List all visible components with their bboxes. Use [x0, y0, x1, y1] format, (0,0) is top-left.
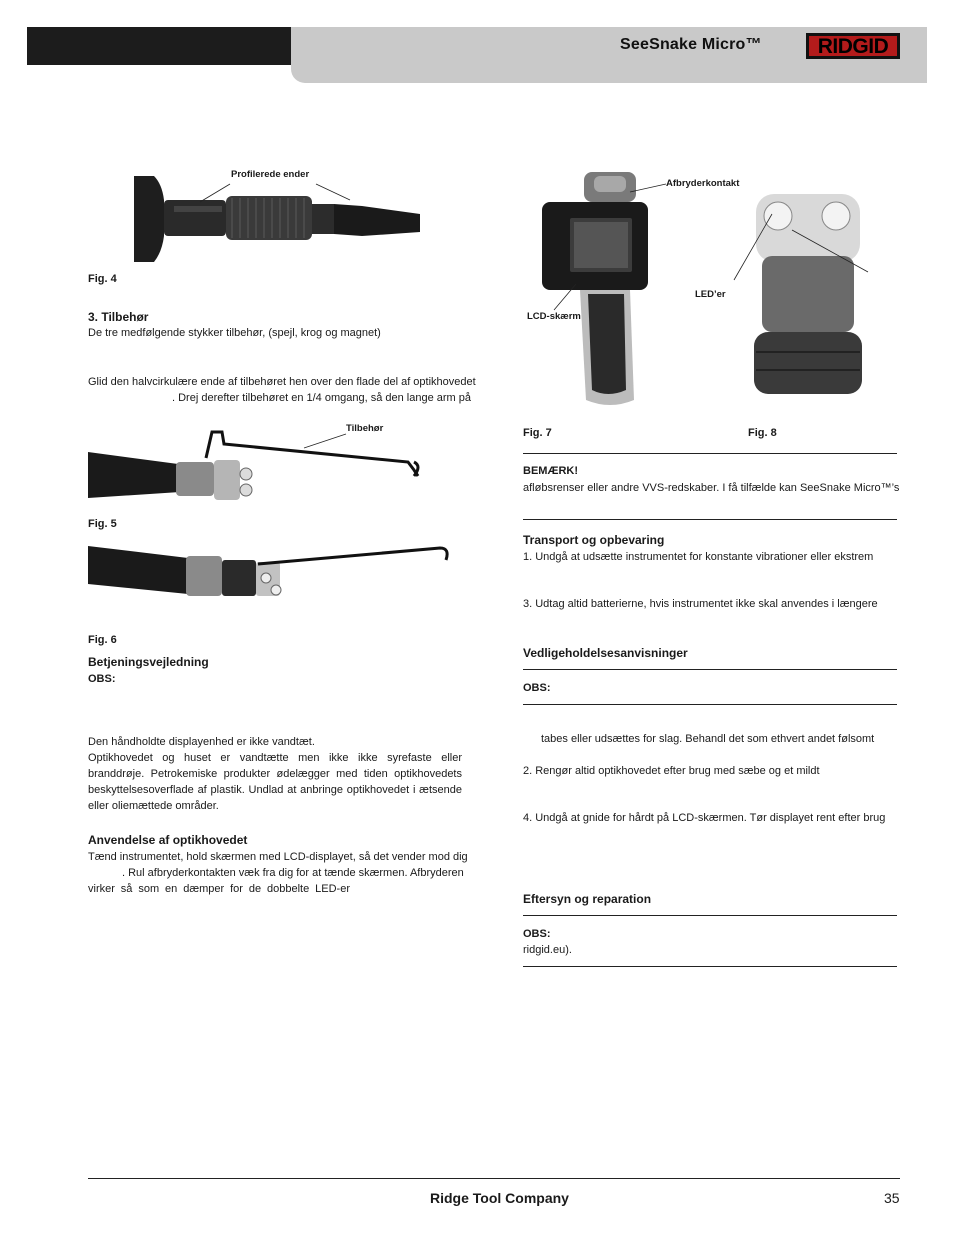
service-bottom-rule [523, 966, 897, 967]
fig6-hook-attached-image [88, 538, 458, 620]
maintenance-obs-label: OBS: [523, 682, 551, 694]
fig4-callout-profiled-ends: Profilerede ender [231, 169, 310, 180]
maintenance-item-2: 2. Rengør altid optikhovedet efter brug med sæbe og et mildt [523, 765, 820, 777]
note-top-rule [523, 453, 897, 454]
service-obs-label: OBS: [523, 928, 551, 940]
fig7-callout-switch: Afbryderkontakt [666, 178, 740, 189]
transport-item-1: 1. Undgå at udsætte instrumentet for konstante vibrationer eller ekstrem [523, 551, 874, 563]
fig5-callout-accessory: Tilbehør [346, 423, 384, 434]
maintenance-bottom-rule [523, 704, 897, 705]
accessories-heading: 3. Tilbehør [88, 310, 149, 324]
accessories-text-1: De tre medfølgende stykker tilbehør, (spejl, krog og magnet) [88, 327, 381, 339]
fig7-label: Fig. 7 [523, 427, 552, 439]
operating-text-3: branddrøje. Petrokemiske produkter ødelægger med tiden optikhovedets [88, 768, 462, 780]
page-number: 35 [884, 1190, 900, 1206]
fig8-callout-leds: LED’er [695, 289, 726, 300]
operating-text-2: Optikhovedet og huset er vandtætte men ikke ikke syrefaste eller [88, 752, 462, 764]
service-text: ridgid.eu). [523, 944, 572, 956]
camera-head-use-heading: Anvendelse af optikhovedet [88, 833, 248, 847]
footer-company: Ridge Tool Company [430, 1190, 569, 1206]
service-top-rule [523, 915, 897, 916]
fig5-callout-line [300, 432, 350, 452]
camera-head-use-text-3: virker så som en dæmper for de dobbelte LED-er [88, 883, 350, 895]
note-text: afløbsrenser eller andre VVS-redskaber. I få tilfælde kan SeeSnake Micro™’s [523, 482, 900, 494]
note-bottom-rule [523, 519, 897, 520]
maintenance-top-rule [523, 669, 897, 670]
maintenance-heading: Vedligeholdelsesanvisninger [523, 646, 688, 660]
fig6-label: Fig. 6 [88, 634, 117, 646]
camera-head-use-text-2: . Rul afbryderkontakten væk fra dig for at tænde skærmen. Afbryderen [122, 867, 464, 879]
accessories-text-2: Glid den halvcirkulære ende af tilbehøret hen over den flade del af optikhovedet [88, 376, 476, 388]
service-repair-heading: Eftersyn og reparation [523, 892, 652, 906]
fig4-label: Fig. 4 [88, 273, 117, 285]
operating-text-1: Den håndholdte displayenhed er ikke vandtæt. [88, 736, 315, 748]
fig8-callout-lines [732, 210, 872, 282]
accessories-text-3: . Drej derefter tilbehøret en 1/4 omgang, så den lange arm på [172, 392, 472, 404]
fig5-hook-accessory-image [88, 422, 458, 514]
footer-rule [88, 1178, 900, 1179]
fig7-callout-line-lcd [552, 282, 578, 312]
maintenance-item-4: 4. Undgå at gnide for hårdt på LCD-skærmen. Tør displayet rent efter brug [523, 812, 886, 824]
header-black-bar [27, 27, 291, 65]
svg-text:RIDGID: RIDGID [817, 35, 889, 58]
transport-item-3: 3. Udtag altid batterierne, hvis instrumentet ikke skal anvendes i længere [523, 598, 878, 610]
product-title: SeeSnake Micro™ [620, 36, 762, 53]
operating-text-4: beskyttelsesoverflade af plastik. Undlad at anbringe optikhovedet i ætsende [88, 784, 462, 796]
maintenance-text-1: tabes eller udsættes for slag. Behandl det som ethvert andet følsomt [541, 733, 875, 745]
fig7-callout-lcd: LCD-skærm [527, 311, 581, 322]
fig5-label: Fig. 5 [88, 518, 117, 530]
note-heading: BEMÆRK! [523, 465, 578, 477]
fig8-label: Fig. 8 [748, 427, 777, 439]
header-grey-tab [291, 65, 927, 83]
operating-text-5: eller oliemættede områder. [88, 800, 219, 812]
camera-head-use-text-1: Tænd instrumentet, hold skærmen med LCD-displayet, så det vender mod dig [88, 851, 468, 863]
operating-obs-label: OBS: [88, 673, 116, 685]
operating-instructions-heading: Betjeningsvejledning [88, 655, 209, 669]
fig7-callout-line-switch [628, 182, 668, 194]
transport-heading: Transport og opbevaring [523, 533, 665, 547]
fig4-callout-lines [196, 178, 356, 206]
ridgid-logo [806, 33, 900, 59]
